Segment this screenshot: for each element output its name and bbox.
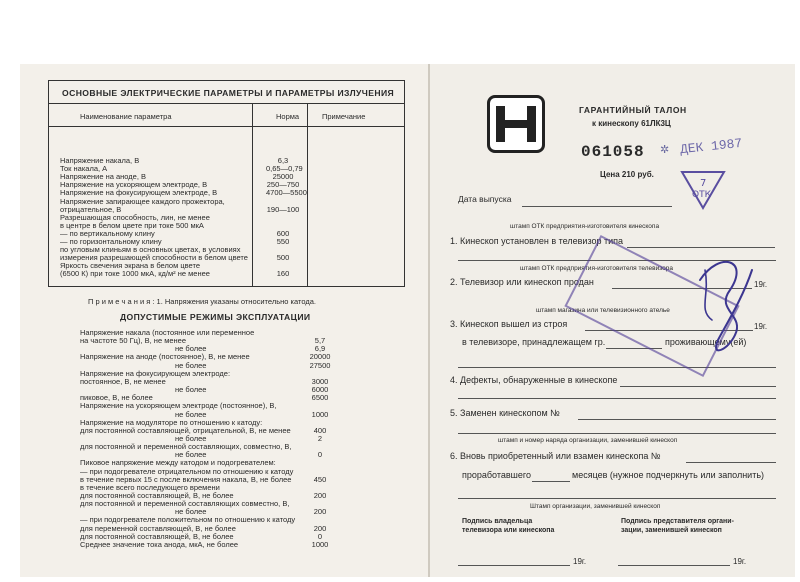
mode-value: 20000 [309,352,331,362]
release-date-label: Дата выпуска [458,194,512,204]
param-name: (6500 К) при токе 1000 мкА, кд/м² не менее [60,269,210,279]
mode-value: 450 [313,474,327,484]
mode-value: 27500 [309,360,331,370]
mode-value: 6500 [311,393,329,403]
otk-triangle-stamp [680,170,726,210]
param-name: Напряжение на аноде, В [60,172,147,182]
item-3-resides: проживающему(ей) [665,337,747,347]
item-2: 2. Телевизор или кинескоп продан [450,277,594,287]
mode-name: Напряжение на модуляторе по отношению к катоду: [80,417,263,427]
otk-number: 7 [700,178,707,189]
serial-number: 061058 [581,143,645,161]
mode-value: 200 [313,507,327,517]
mode-name: не более [175,409,207,419]
mode-name: — при подогревателе положительном по отношению к катоду [80,515,296,525]
caption-1: штамп ОТК предприятия-изготовителя кинескопа [510,223,660,230]
parameters-title: ОСНОВНЫЕ ЭЛЕКТРИЧЕСКИЕ ПАРАМЕТРЫ И ПАРАМЕТРЫ ИЗЛУЧЕНИЯ [62,88,395,98]
item-4: 4. Дефекты, обнаруженные в кинескопе [450,375,618,385]
param-name: в центре в белом цвете при токе 500 мкА [60,220,204,230]
mode-name: Напряжение на ускоряющем электроде (постоянное), В, [80,401,277,411]
item-6-worked: проработавшего [462,470,531,480]
mode-value: 1000 [311,539,329,549]
mode-name: для постоянной и переменной составляющих совместно, В, [80,499,290,509]
param-name: — по горизонтальному клину [60,237,162,246]
page-fold [428,64,430,577]
caption-3: штамп магазина или телевизионного ателье [536,307,670,314]
rep-sign-year: 19г. [733,557,747,566]
mode-name: не более [175,433,207,443]
param-value: 0,65—0,79 [266,164,303,174]
modes-title: ДОПУСТИМЫЕ РЕЖИМЫ ЭКСПЛУАТАЦИИ [120,312,311,322]
caption-6: Штамп организации, заменившей кинескоп [530,503,661,510]
item-6-months: месяцев (нужное подчеркнуть или заполнить) [572,470,765,480]
mode-name: в течение первых 15 с после включения накала, В, не более [80,474,292,484]
item-2-year: 19г. [754,280,768,289]
param-name: Разрешающая способность, лин, не менее [60,212,210,222]
warranty-title: ГАРАНТИЙНЫЙ ТАЛОН [579,105,687,115]
mode-value: 2 [317,433,323,443]
caption-5: штамп и номер наряда организации, заменившей кинескоп [498,437,678,444]
mode-value: 6000 [311,385,329,395]
mode-name: не более [175,507,207,517]
param-name: измерения разрешающей способности в белом цвете [60,253,248,263]
mode-name: Напряжение на фокусирующем электроде: [80,368,231,378]
param-name: Ток накала, А [60,164,108,174]
mode-name: не более [175,385,207,395]
owner-sign-year: 19г. [573,557,587,566]
price: Цена 210 руб. [600,170,654,179]
col-norm-header: Норма [276,112,300,121]
mode-value: 3000 [311,376,329,386]
param-name: отрицательное, В [60,204,122,214]
mode-value: 5,7 [314,336,326,346]
item-3-owner: в телевизоре, принадлежащем гр. [462,337,606,347]
param-name: Напряжение запирающее каждого прожектора, [60,196,225,206]
handwritten-signature [690,240,760,370]
mode-value: 200 [313,491,327,500]
mode-name: для постоянной составляющей, В, не более [80,531,234,541]
warranty-subtitle: к кинескопу 61ЛК3Ц [592,119,671,128]
mode-name: на частоте 50 Гц), В, не менее [80,336,187,346]
mode-value: 400 [313,425,327,435]
col-name-header: Наименование параметра [80,112,172,121]
mode-name: для постоянной составляющей, отрицательной, В, не менее [80,425,291,435]
item-3-year: 19г. [754,322,768,331]
param-name: Напряжение на ускоряющем электроде, В [60,180,208,190]
rep-signature-label-2: зации, заменившей кинескоп [621,527,722,534]
param-value: 550 [276,237,290,246]
param-value: 4700—5500 [266,188,307,198]
param-value: 25000 [272,172,294,182]
rep-signature-label-1: Подпись представителя органи- [621,518,734,525]
date-stamp: ДЕК 1987 [679,135,743,158]
otk-label: ОТК [692,190,711,200]
item-3: 3. Кинескоп вышел из строя [450,319,568,329]
mode-name: для постоянной составляющей, В, не более [80,491,234,500]
param-name: по угловым клиньям в основных цветах, в условиях [60,245,241,255]
param-name: Напряжение на фокусирующем электроде, В [60,188,218,198]
mode-name: Среднее значение тока анода, мкА, не более [80,539,239,549]
param-value: 500 [276,253,290,263]
mode-name: Напряжение накала (постоянное или переменное [80,328,255,337]
mode-name: не более [175,450,207,460]
mode-name: Пиковое напряжение между катодом и подогревателем: [80,458,276,468]
mode-name: — при подогревателе отрицательном по отношению к катоду [80,466,294,476]
mode-value: 0 [317,531,323,541]
mode-value: 6,9 [314,344,326,354]
asterisk-icon: ✲ [660,144,670,156]
mode-name: в течение всего последующего времени [80,482,220,492]
param-value: 160 [276,269,290,279]
item-6: 6. Вновь приобретенный или взамен кинескопа № [450,451,661,461]
mode-name: не более [175,344,207,354]
mode-value: 1000 [311,409,329,419]
col-note-header: Примечание [322,112,366,121]
mode-name: не более [175,360,207,370]
owner-signature-label-1: Подпись владельца [462,518,533,525]
owner-signature-label-2: телевизора или кинескопа [462,527,555,534]
item-5: 5. Заменен кинескопом № [450,408,560,418]
caption-2: штамп ОТК предприятия-изготовителя телевизора [520,265,674,272]
mode-name: для постоянной и переменной составляющих, совместно, В, [80,442,292,452]
param-value: 6,3 [277,156,289,165]
param-name: — по вертикальному клину [60,228,155,238]
mode-name: пиковое, В, не более [80,393,153,403]
mode-name: постоянное, В, не менее [80,376,166,386]
mode-name: Напряжение на аноде (постоянное), В, не менее [80,352,250,362]
mode-value: 200 [313,523,327,533]
factory-logo [487,95,545,153]
item-1: 1. Кинескоп установлен в телевизор типа [450,236,624,246]
param-value: 190—100 [266,204,300,214]
note: П р и м е ч а н и я : 1. Напряжения указаны относительно катода. [88,297,316,306]
mode-name: для переменной составляющей, В, не более [80,523,236,533]
param-name: Напряжение накала, В [60,156,140,165]
param-name: Яркость свечения экрана в белом цвете [60,261,200,271]
param-value: 250—750 [266,180,300,190]
mode-value: 0 [317,450,323,460]
param-value: 600 [276,228,290,238]
